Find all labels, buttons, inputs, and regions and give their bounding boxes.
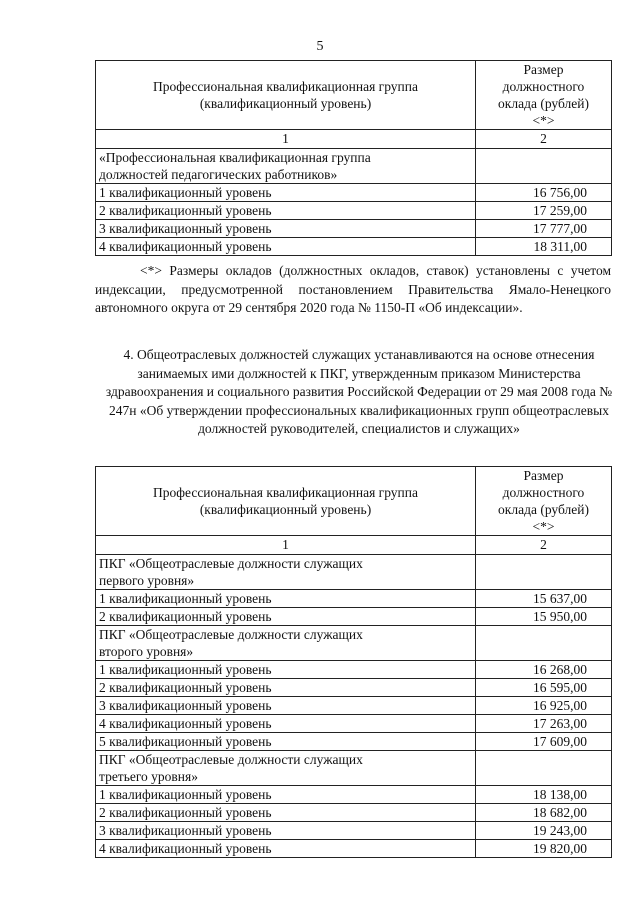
table-row: [96, 715, 612, 733]
level-cell: 3 квалификационный уровень: [96, 822, 476, 840]
level-cell: 2 квалификационный уровень: [96, 608, 476, 626]
column-number-row: [96, 130, 612, 149]
section-4-paragraph: 4. Общеотраслевых должностей служащих устанавливаются на основе отнесения занимаемых ими должностей к ПКГ, утвержденным приказом Министерства здравоохранения и социального развития Российской Федерации от 29 мая 2008 года № 247н «Об утверждении профессиональных квалификационных групп общеотраслевых должностей руководителей, специалистов и служащих»: [105, 347, 613, 436]
table-row: [96, 786, 612, 804]
column-number-row: [96, 536, 612, 555]
table-row: [96, 608, 612, 626]
level-cell: 4 квалификационный уровень: [96, 840, 476, 858]
level-cell: 1 квалификационный уровень: [96, 184, 476, 202]
group-title: «Профессиональная квалификационная группа должностей педагогических работников»: [96, 149, 476, 184]
salary-cell: 16 595,00: [476, 679, 612, 697]
salary-cell: 18 138,00: [476, 786, 612, 804]
empty-cell: [476, 626, 612, 661]
empty-cell: [476, 149, 612, 184]
salary-cell: 18 311,00: [476, 238, 612, 256]
salary-cell: 15 637,00: [476, 590, 612, 608]
column-header-salary: Размер должностного оклада (рублей) <*>: [476, 467, 612, 536]
group-title-row: [96, 149, 612, 184]
group-title-row: [96, 626, 612, 661]
column-header-group: Профессиональная квалификационная группа (квалификационный уровень): [96, 467, 476, 536]
level-cell: 3 квалификационный уровень: [96, 220, 476, 238]
table-row: [96, 733, 612, 751]
level-cell: 5 квалификационный уровень: [96, 733, 476, 751]
salary-cell: 17 609,00: [476, 733, 612, 751]
level-cell: 2 квалификационный уровень: [96, 679, 476, 697]
table-row: [96, 840, 612, 858]
level-cell: 1 квалификационный уровень: [96, 590, 476, 608]
salary-table-pedagogical: [95, 60, 612, 256]
group-title: ПКГ «Общеотраслевые должности служащих третьего уровня»: [96, 751, 476, 786]
column-header-salary: Размер должностного оклада (рублей) <*>: [476, 61, 612, 130]
group-title-row: [96, 751, 612, 786]
column-number-1: 1: [96, 130, 476, 149]
table-row: [96, 661, 612, 679]
group-title-row: [96, 555, 612, 590]
table-row: [96, 238, 612, 256]
table-header-row: [96, 467, 612, 536]
footnote-paragraph: <*> Размеры окладов (должностных окладов, ставок) установлены с учетом индексации, предусмотренной постановлением Правительства Ямало-Ненецкого автономного округа от 29 сентября 2020 года № 1150-П «Об индексации».: [95, 263, 611, 315]
table-row: [96, 202, 612, 220]
salary-table-general-positions: [95, 466, 612, 858]
level-cell: 1 квалификационный уровень: [96, 661, 476, 679]
table-row: [96, 184, 612, 202]
column-number-2: 2: [476, 130, 612, 149]
salary-cell: 16 268,00: [476, 661, 612, 679]
salary-cell: 16 756,00: [476, 184, 612, 202]
level-cell: 1 квалификационный уровень: [96, 786, 476, 804]
table-row: [96, 822, 612, 840]
page-number: 5: [316, 39, 324, 54]
level-cell: 4 квалификационный уровень: [96, 715, 476, 733]
column-header-group: Профессиональная квалификационная группа (квалификационный уровень): [96, 61, 476, 130]
level-cell: 3 квалификационный уровень: [96, 697, 476, 715]
table-row: [96, 804, 612, 822]
table-row: [96, 590, 612, 608]
empty-cell: [476, 751, 612, 786]
table-row: [96, 679, 612, 697]
empty-cell: [476, 555, 612, 590]
salary-cell: 17 263,00: [476, 715, 612, 733]
salary-cell: 17 259,00: [476, 202, 612, 220]
salary-cell: 19 243,00: [476, 822, 612, 840]
salary-cell: 19 820,00: [476, 840, 612, 858]
salary-cell: 17 777,00: [476, 220, 612, 238]
level-cell: 2 квалификационный уровень: [96, 202, 476, 220]
salary-cell: 15 950,00: [476, 608, 612, 626]
column-number-1: 1: [96, 536, 476, 555]
salary-cell: 16 925,00: [476, 697, 612, 715]
table-row: [96, 220, 612, 238]
table-header-row: [96, 61, 612, 130]
salary-cell: 18 682,00: [476, 804, 612, 822]
level-cell: 4 квалификационный уровень: [96, 238, 476, 256]
group-title: ПКГ «Общеотраслевые должности служащих второго уровня»: [96, 626, 476, 661]
table-row: [96, 697, 612, 715]
level-cell: 2 квалификационный уровень: [96, 804, 476, 822]
group-title: ПКГ «Общеотраслевые должности служащих первого уровня»: [96, 555, 476, 590]
column-number-2: 2: [476, 536, 612, 555]
